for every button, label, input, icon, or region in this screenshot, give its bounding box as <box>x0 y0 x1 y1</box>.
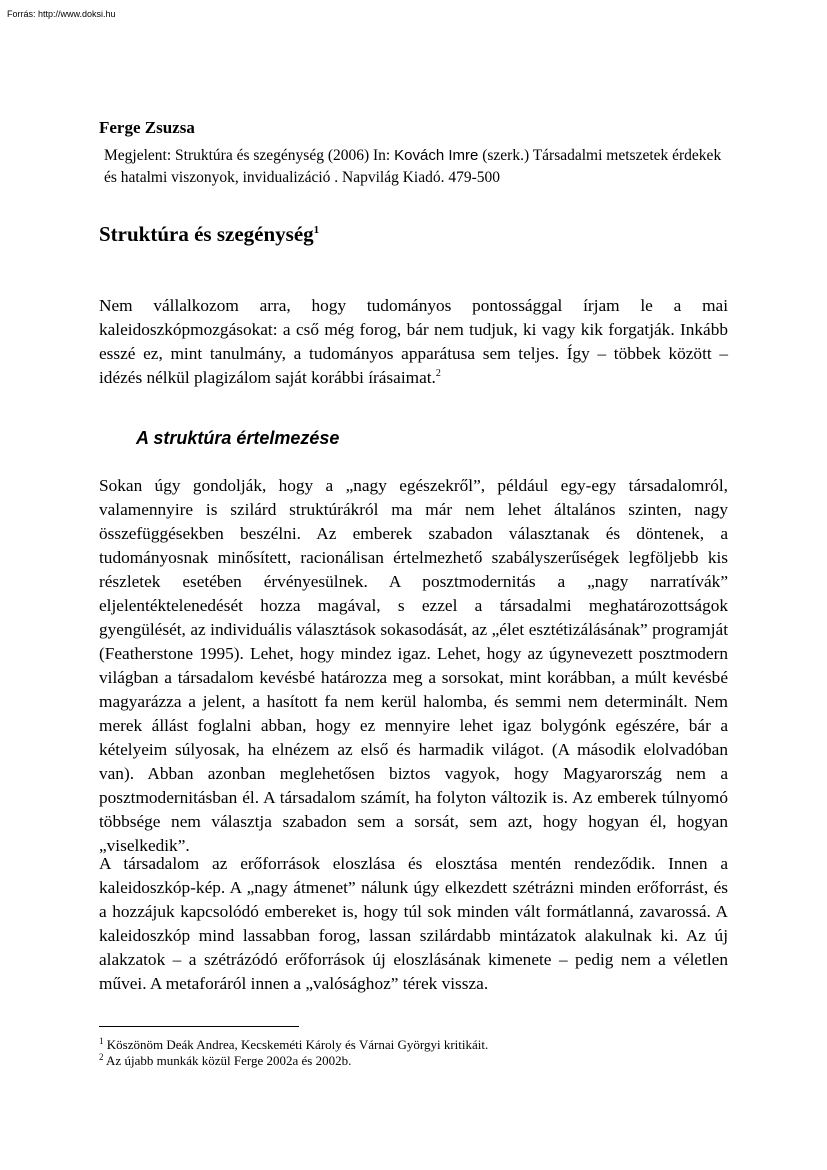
title-footnote-mark: 1 <box>313 224 320 236</box>
intro-paragraph <box>99 294 728 390</box>
publication-info <box>104 145 728 189</box>
publication-suffix: (szerk.) Társadalmi metszetek érdekek és hatalmi viszonyok, invidualizáció . Napvilág Kiadó. 479-500 <box>104 147 722 186</box>
body-paragraph: A társadalom az erőforrások eloszlása és elosztása mentén rendeződik. Innen a kaleidoszkóp-kép. A „nagy átmenet” nálunk úgy elkezdett szétrázni minden erőforrást, és a hozzájuk kapcsolódó embereket is, hogy túl sok minden vált formátlanná, zavarossá. A kaleidoszkóp mind lassabban forog, lassan szilárdabb mintázatok alakulnak ki. Az új alakzatok – a szétrázódó erőforrások új eloszlásának kimenete – pedig nem a véletlen művei. A metaforáról innen a „valósághoz” térek vissza. <box>99 854 728 993</box>
publication-editor: Kovách Imre <box>394 147 479 164</box>
source-url-label: Forrás: http://www.doksi.hu <box>7 9 116 19</box>
footnote <box>99 1053 351 1069</box>
intro-text: Nem vállalkozom arra, hogy tudományos pontossággal írjam le a mai kaleidoszkópmozgásokat: a cső még forog, bár nem tudjuk, ki vagy kik forgatják. Inkább esszé ez, mint tanulmány, a tudományos apparátusa sem teljes. Így – többek között – idézés nélkül plagizálom saját korábbi írásaimat. <box>99 296 728 387</box>
footnote-text: Köszönöm Deák Andrea, Kecskeméti Károly és Várnai Györgyi kritikáit. <box>106 1037 489 1052</box>
publication-prefix: Megjelent: Struktúra és szegénység (2006) In: <box>104 147 395 164</box>
footnote-mark: 2 <box>99 1052 104 1062</box>
footnote-text: Az újabb munkák közül Ferge 2002a és 2002b. <box>106 1053 352 1068</box>
document-title <box>99 222 319 247</box>
footnote-mark: 1 <box>99 1036 104 1046</box>
title-text: Struktúra és szegénység <box>99 222 314 246</box>
intro-footnote-mark: 2 <box>435 368 441 379</box>
footnote-divider <box>99 1026 299 1027</box>
body-paragraph: Sokan úgy gondolják, hogy a „nagy egészekről”, például egy-egy társadalomról, valamennyire is szilárd struktúrákról ma már nem lehet általános szinten, nagy összefüggésekben beszélni. Az emberek szabadon választanak és döntenek, a tudományosnak minősített, racionálisan értelmezhető szabályszerűségek legföljebb kis részletek esetében érvényesülnek. A posztmodernitás a „nagy narratívák” eljelentéktelenedését hozza magával, s ezzel a társadalmi meghatározottságok gyengülését, az individuális választások sokasodását, az „élet esztétizálásának” programját (Featherstone 1995). Lehet, hogy mindez igaz. Lehet, hogy az úgynevezett posztmodern világban a társadalom kevésbé határozza meg a sorsokat, mint korábban, a múlt kevésbé magyarázza a jelent, a hasított fa nem kerül halomba, és semmi nem determinált. Nem merek állást foglalni abban, hogy ez mennyire lehet igaz bolygónk egészére, bár a kételyeim súlyosak, ha elnézem az első és harmadik világot. (A második elolvadóban van). Abban azonban meglehetősen biztos vagyok, hogy Magyarország nem a posztmodernitásban él. A társadalom számít, ha folyton változik is. Az emberek túlnyomó többsége nem választja szabadon sem a sorsát, sem azt, hogy hogyan él, hogyan „viselkedik”. <box>99 476 728 855</box>
author-name: Ferge Zsuzsa <box>99 118 195 137</box>
footnote <box>99 1037 488 1053</box>
section-heading: A struktúra értelmezése <box>136 428 340 448</box>
